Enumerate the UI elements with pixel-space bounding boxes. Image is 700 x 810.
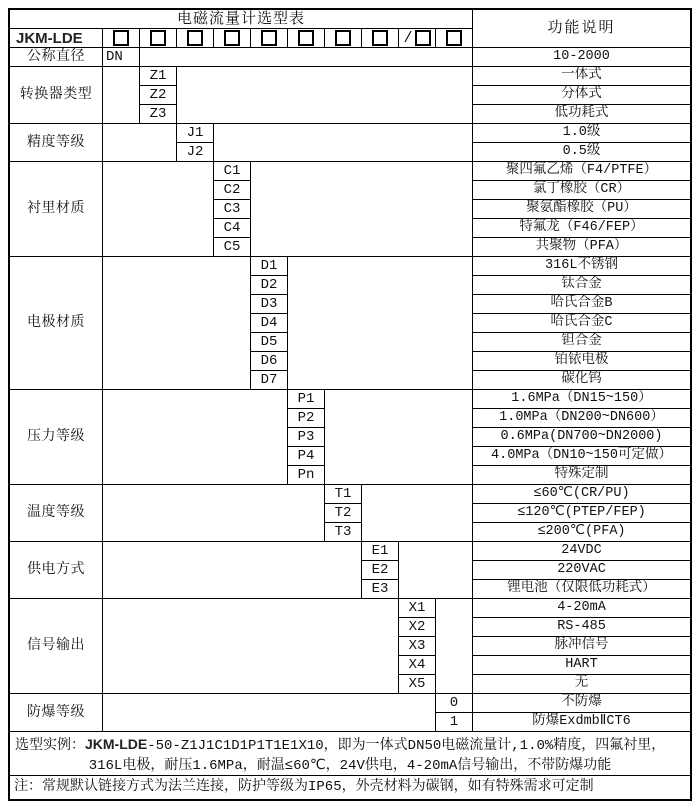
code-cell: D4: [251, 314, 288, 333]
code-checkbox-5[interactable]: [261, 30, 277, 46]
code-cell: T1: [325, 485, 362, 504]
code-cell: P4: [288, 447, 325, 466]
desc-cell: ≤60℃(CR/PU): [473, 485, 690, 504]
code-cell: X3: [399, 637, 436, 656]
code-cell: C4: [214, 219, 251, 238]
code-cell: D7: [251, 371, 288, 390]
model-prefix: JKM-LDE: [10, 29, 103, 48]
desc-cell: ≤200℃(PFA): [473, 523, 690, 542]
desc-cell: 特殊定制: [473, 466, 690, 485]
desc-cell: 0.5级: [473, 143, 690, 162]
code-box-cell: [251, 29, 288, 48]
desc-cell: 碳化钨: [473, 371, 690, 390]
filler-cell: [399, 542, 473, 599]
filler-cell: [177, 67, 473, 124]
desc-cell: 4.0MPa（DN10~150可定做）: [473, 447, 690, 466]
desc-cell: 无: [473, 675, 690, 694]
filler-cell: [103, 67, 140, 124]
code-checkbox-4[interactable]: [224, 30, 240, 46]
desc-cell: 锂电池（仅限低功耗式）: [473, 580, 690, 599]
code-cell: Z2: [140, 86, 177, 105]
filler-cell: [103, 257, 251, 390]
code-box-cell: [140, 29, 177, 48]
desc-cell: 不防爆: [473, 694, 690, 713]
code-box-cell: [177, 29, 214, 48]
code-box-cell: [325, 29, 362, 48]
code-cell: E3: [362, 580, 399, 599]
filler-cell: [362, 485, 473, 542]
code-cell: P2: [288, 409, 325, 428]
desc-cell: 10-2000: [473, 48, 690, 67]
code-cell: E2: [362, 561, 399, 580]
desc-cell: 氯丁橡胶（CR）: [473, 181, 690, 200]
selection-grid: [10, 10, 690, 732]
code-checkbox-8[interactable]: [372, 30, 388, 46]
desc-cell: 低功耗式: [473, 105, 690, 124]
code-box-cell: [103, 29, 140, 48]
code-checkbox-6[interactable]: [298, 30, 314, 46]
desc-cell: 聚四氟乙烯（F4/PTFE）: [473, 162, 690, 181]
code-box-cell: [362, 29, 399, 48]
code-cell: D1: [251, 257, 288, 276]
code-cell: C5: [214, 238, 251, 257]
code-box-cell: [214, 29, 251, 48]
desc-cell: 特氟龙（F46/FEP）: [473, 219, 690, 238]
code-cell: T2: [325, 504, 362, 523]
code-cell: E1: [362, 542, 399, 561]
code-cell: T3: [325, 523, 362, 542]
desc-cell: 1.0MPa（DN200~DN600）: [473, 409, 690, 428]
code-checkbox-7[interactable]: [335, 30, 351, 46]
desc-cell: RS-485: [473, 618, 690, 637]
code-cell: D5: [251, 333, 288, 352]
desc-cell: 1.0级: [473, 124, 690, 143]
desc-cell: 24VDC: [473, 542, 690, 561]
code-box-cell: [288, 29, 325, 48]
filler-cell: [103, 542, 362, 599]
code-checkbox-2[interactable]: [150, 30, 166, 46]
footnote: 注：常规默认链接方式为法兰连接，防护等级为IP65，外壳材料为碳钢，如有特殊需求可定制: [10, 775, 690, 799]
category-label-converter: 转换器类型: [10, 67, 103, 124]
desc-cell: 4-20mA: [473, 599, 690, 618]
filler-cell: [436, 599, 473, 694]
code-cell: J1: [177, 124, 214, 143]
code-cell: X1: [399, 599, 436, 618]
code-cell: Pn: [288, 466, 325, 485]
example-line-1: 选型实例：JKM-LDE-50-Z1J1C1D1P1T1E1X10，即为一体式DN50电磁流量计,1.0%精度，四氟衬里，: [15, 736, 666, 754]
desc-cell: HART: [473, 656, 690, 675]
code-checkbox-9[interactable]: [415, 30, 431, 46]
desc-cell: 哈氏合金B: [473, 295, 690, 314]
category-label-lining: 衬里材质: [10, 162, 103, 257]
code-cell: X4: [399, 656, 436, 675]
desc-cell: 脉冲信号: [473, 637, 690, 656]
table-title: 电磁流量计选型表: [10, 10, 473, 29]
code-box-cell: [399, 29, 436, 48]
code-cell: 0: [436, 694, 473, 713]
filler-cell: [103, 124, 177, 162]
filler-cell: [103, 485, 325, 542]
filler-cell: [103, 390, 288, 485]
desc-cell: 220VAC: [473, 561, 690, 580]
example-model: JKM-LDE: [85, 736, 148, 752]
code-cell: D3: [251, 295, 288, 314]
desc-cell: 聚氨酯橡胶（PU）: [473, 200, 690, 219]
desc-cell: 0.6MPa(DN700~DN2000): [473, 428, 690, 447]
code-cell: J2: [177, 143, 214, 162]
example-line-2: 316L电极，耐压1.6MPa，耐温≤60℃，24V供电，4-20mA信号输出，不带防爆功能: [88, 758, 612, 774]
filler-cell: [214, 124, 473, 162]
code-cell: D6: [251, 352, 288, 371]
code-checkbox-3[interactable]: [187, 30, 203, 46]
code-checkbox-10[interactable]: [446, 30, 462, 46]
category-label-electrode: 电极材质: [10, 257, 103, 390]
desc-cell: 防爆ExdmbⅡCT6: [473, 713, 690, 732]
desc-cell: 共聚物（PFA）: [473, 238, 690, 257]
desc-cell: 一体式: [473, 67, 690, 86]
filler-cell: [140, 48, 473, 67]
code-cell: C2: [214, 181, 251, 200]
code-cell: DN: [103, 48, 140, 67]
filler-cell: [288, 257, 473, 390]
selection-example: [10, 732, 690, 775]
category-label-power: 供电方式: [10, 542, 103, 599]
filler-cell: [103, 599, 399, 694]
function-header: 功能说明: [473, 10, 690, 48]
category-label-pressure: 压力等级: [10, 390, 103, 485]
code-cell: 1: [436, 713, 473, 732]
category-label-diameter: 公称直径: [10, 48, 103, 67]
selection-table: [8, 8, 692, 801]
category-label-accuracy: 精度等级: [10, 124, 103, 162]
category-label-temperature: 温度等级: [10, 485, 103, 542]
filler-cell: [103, 694, 436, 732]
code-cell: P3: [288, 428, 325, 447]
code-cell: X2: [399, 618, 436, 637]
category-label-signal: 信号输出: [10, 599, 103, 694]
desc-cell: ≤120℃(PTEP/FEP): [473, 504, 690, 523]
desc-cell: 316L不锈钢: [473, 257, 690, 276]
code-cell: Z1: [140, 67, 177, 86]
filler-cell: [251, 162, 473, 257]
desc-cell: 铂铱电极: [473, 352, 690, 371]
code-cell: X5: [399, 675, 436, 694]
code-cell: P1: [288, 390, 325, 409]
category-label-explosion: 防爆等级: [10, 694, 103, 732]
code-checkbox-1[interactable]: [113, 30, 129, 46]
filler-cell: [103, 162, 214, 257]
desc-cell: 分体式: [473, 86, 690, 105]
code-cell: C1: [214, 162, 251, 181]
filler-cell: [325, 390, 473, 485]
code-box-cell: [436, 29, 473, 48]
code-cell: C3: [214, 200, 251, 219]
desc-cell: 钽合金: [473, 333, 690, 352]
code-cell: D2: [251, 276, 288, 295]
desc-cell: 1.6MPa（DN15~150）: [473, 390, 690, 409]
desc-cell: 哈氏合金C: [473, 314, 690, 333]
code-cell: Z3: [140, 105, 177, 124]
slash-separator: /: [403, 29, 413, 47]
desc-cell: 钛合金: [473, 276, 690, 295]
